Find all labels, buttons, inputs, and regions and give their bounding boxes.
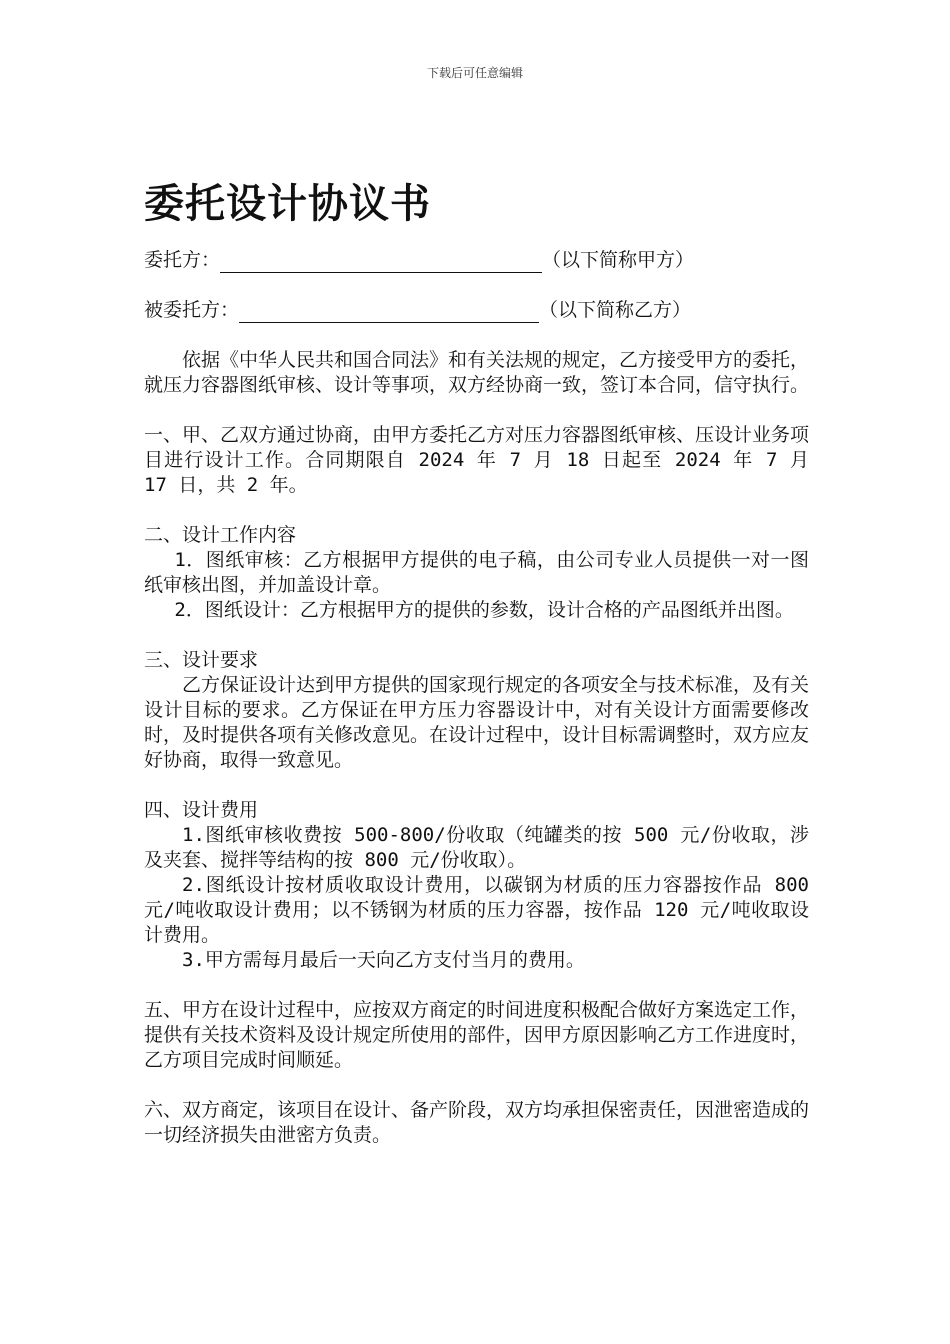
section-3-body: 乙方保证设计达到甲方提供的国家现行规定的各项安全与技术标准，及有关设计目标的要求。乙方保证在甲方压力容器设计中，对有关设计方面需要修改时，及时提供各项有关修改意见。在设计过程中，设计目标需调整时，双方应友好协商，取得一致意见。: [144, 674, 810, 771]
section-4-title: 四、设计费用: [144, 799, 259, 821]
intro-paragraph: 依据《中华人民共和国合同法》和有关法规的规定，乙方接受甲方的委托，就压力容器图纸审核、设计等事项，双方经协商一致，签订本合同，信守执行。: [144, 349, 810, 396]
party-a-label: 委托方：: [144, 249, 221, 271]
document-title: 委托设计协议书: [144, 181, 431, 227]
section-4-item: 2.图纸设计按材质收取设计费用，以碳钢为材质的压力容器按作品 800 元/吨收取设计费用；以不锈钢为材质的压力容器，按作品 120 元/吨收取设计费用。: [144, 874, 809, 946]
section-2-item: 1．图纸审核：乙方根据甲方提供的电子稿，由公司专业人员提供一对一图纸审核出图，并加盖设计章。: [144, 549, 809, 596]
document-body: [144, 248, 809, 1148]
party-a-line: [144, 248, 809, 273]
section-1: 一、甲、乙双方通过协商，由甲方委托乙方对压力容器图纸审核、压设计业务项目进行设计工作。合同期限自 2024 年 7 月 18 日起至 2024 年 7 月 17 日，共 2 年。: [144, 424, 810, 496]
party-b-suffix: （以下简称乙方）: [539, 299, 692, 321]
section-4-item: 1.图纸审核收费按 500-800/份收取（纯罐类的按 500 元/份收取，涉及夹套、搅拌等结构的按 800 元/份收取）。: [144, 824, 809, 871]
section-3-title: 三、设计要求: [144, 649, 259, 671]
section-6: 六、双方商定，该项目在设计、备产阶段，双方均承担保密责任，因泄密造成的一切经济损失由泄密方负责。: [144, 1099, 810, 1146]
section-2-title: 二、设计工作内容: [144, 524, 297, 546]
party-a-blank[interactable]: [220, 252, 542, 273]
party-b-label: 被委托方：: [144, 299, 240, 321]
page-header: 下载后可任意编辑: [426, 66, 523, 80]
party-b-line: [144, 298, 809, 323]
section-4-item: 3.甲方需每月最后一天向乙方支付当月的费用。: [182, 949, 585, 971]
section-2-item: 2．图纸设计：乙方根据甲方的提供的参数，设计合格的产品图纸并出图。: [174, 599, 794, 621]
party-a-suffix: （以下简称甲方）: [542, 249, 695, 271]
party-b-blank[interactable]: [239, 302, 539, 323]
section-5: 五、甲方在设计过程中，应按双方商定的时间进度积极配合做好方案选定工作，提供有关技术资料及设计规定所使用的部件，因甲方原因影响乙方工作进度时，乙方项目完成时间顺延。: [144, 999, 810, 1071]
